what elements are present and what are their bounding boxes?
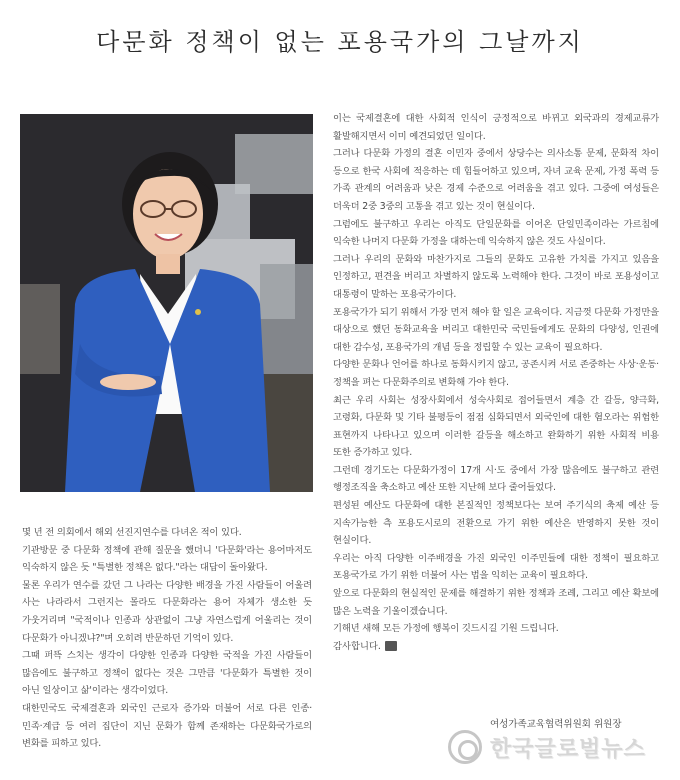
paragraph: 우리는 아직 다양한 이주배경을 가진 외국인 이주민들에 대한 정책이 필요하고 포용국가로 가기 위한 더불어 사는 법을 익히는 교육이 필요하다. xyxy=(333,552,659,582)
paragraph: 다양한 문화나 언어를 하나로 동화시키지 않고, 공존시켜 서로 존중하는 사상·운동·정책을 펴는 다문화주의로 변화해 가야 한다. xyxy=(333,359,659,388)
paragraph: 기해년 새해 모든 가정에 행복이 깃드시길 기원 드립니다. xyxy=(333,623,559,635)
signoff-line xyxy=(333,638,659,656)
paragraph: 기관방문 중 다문화 정책에 관해 질문을 했더니 '다문화'라는 용어마저도 익숙하지 않은 듯 "특별한 정책은 없다."라는 대답이 돌아왔다. xyxy=(22,544,312,574)
paragraph: 그런데 경기도는 다문화가정이 17개 시·도 중에서 가장 많음에도 불구하고 관련 행정조직을 축소하고 예산 또한 지난해 보다 줄어들었다. xyxy=(333,464,659,494)
paragraph: 앞으로 다문화의 현실적인 문제를 해결하기 위한 정책과 조례, 그리고 예산 확보에 많은 노력을 기울이겠습니다. xyxy=(333,588,659,617)
portrait-illustration xyxy=(20,114,313,492)
article-title: 다문화 정책이 없는 포용국가의 그날까지 xyxy=(96,28,584,56)
signoff-text: 감사합니다. xyxy=(333,640,381,652)
paragraph: 최근 우리 사회는 성장사회에서 성숙사회로 접어들면서 계층 간 갈등, 양극화, 고령화, 다문화 및 기타 불평등이 점점 심화되면서 외국인에 대한 혐오라는 위험한 표현까지 나타나고 있으며 이러한 갈등을 해소하고 완화하기 위한 사회적 비용 또한 증가하고 있다. xyxy=(333,394,659,459)
right-column xyxy=(333,110,659,655)
paragraph: 그러나 우리의 문화와 마찬가지로 그들의 문화도 고유한 가치를 가지고 있음을 인정하고, 편견을 버리고 차별하지 않도록 노력해야 한다. 그것이 바로 포용성이고 대통령이 말하는 포용국가이다. xyxy=(333,253,659,300)
author-signature: 여성가족교육협력위원회 위원장 xyxy=(490,719,622,730)
watermark-logo-icon xyxy=(448,730,482,764)
watermark-text: 한국글로벌뉴스 xyxy=(490,736,646,762)
paragraph: 그때 퍼뜩 스치는 생각이 다양한 인종과 다양한 국적을 가진 사람들이 많음에도 불구하고 정책이 없다는 것은 그만큼 '다문화가 특별한 것이 아닌 일상이고 삶'이라는 생각이었다. xyxy=(22,650,312,697)
portrait-photo xyxy=(20,114,313,492)
paragraph: 몇 년 전 의회에서 해외 선진지연수를 다녀온 적이 있다. xyxy=(22,527,242,538)
paragraph: 그럼에도 불구하고 우리는 아직도 단일문화를 이어온 단일민족이라는 가르침에 익숙한 나머지 다문화 가정을 대하는데 익숙하지 않은 것도 사실이다. xyxy=(333,218,659,248)
paragraph: 편성된 예산도 다문화에 대한 본질적인 정책보다는 보여 주기식의 축제 예산 등 지속가능한 측 포용도시로의 전환으로 가기 위한 예산은 반영하지 못한 것이 현실이다. xyxy=(333,500,659,547)
watermark xyxy=(448,727,646,767)
left-column xyxy=(22,524,312,753)
paragraph: 물론 우리가 연수를 갔던 그 나라는 다양한 배경을 가진 사람들이 어울려 사는 나라라서 그런지는 몰라도 다문화라는 용어 자체가 생소한 듯 가웃거리며 "국적이나 인종과 상관없이 그냥 자연스럽게 어울리는 것이 다문화가 아니겠냐?"며 오히려 반문하던 기억이 있다. xyxy=(22,579,312,644)
seal-icon xyxy=(385,641,397,651)
paragraph: 이는 국제결혼에 대한 사회적 인식이 긍정적으로 바뀌고 외국과의 경제교류가 활발해지면서 이미 예견되었던 일이다. xyxy=(333,113,659,142)
paragraph: 그러나 다문화 가정의 결혼 이민자 중에서 상당수는 의사소통 문제, 문화적 차이 등으로 한국 사회에 적응하는 데 힘들어하고 있으며, 자녀 교육 문제, 가정 폭력 등 가족 관계의 어려움과 낮은 경제 수준으로 어려움을 겪고 있다. 그중에 여성들은 더욱더 2중 3중의 고통을 겪고 있는 것이 현실이다. xyxy=(333,148,659,212)
paragraph: 대한민국도 국제결혼과 외국인 근로자 증가와 더불어 서로 다른 인종·민족·계급 등 여러 집단이 지닌 문화가 함께 존재하는 다문화국가로의 변화를 피하고 있다. xyxy=(22,702,312,750)
paragraph: 포용국가가 되기 위해서 가장 먼저 해야 할 일은 교육이다. 지금껏 다문화 가정만을 대상으로 했던 동화교육을 버리고 대한민국 국민들에게도 문화의 다양성, 인권에 대한 감수성, 포용국가의 개념 등을 정립할 수 있는 교육이 필요하다. xyxy=(333,306,659,353)
